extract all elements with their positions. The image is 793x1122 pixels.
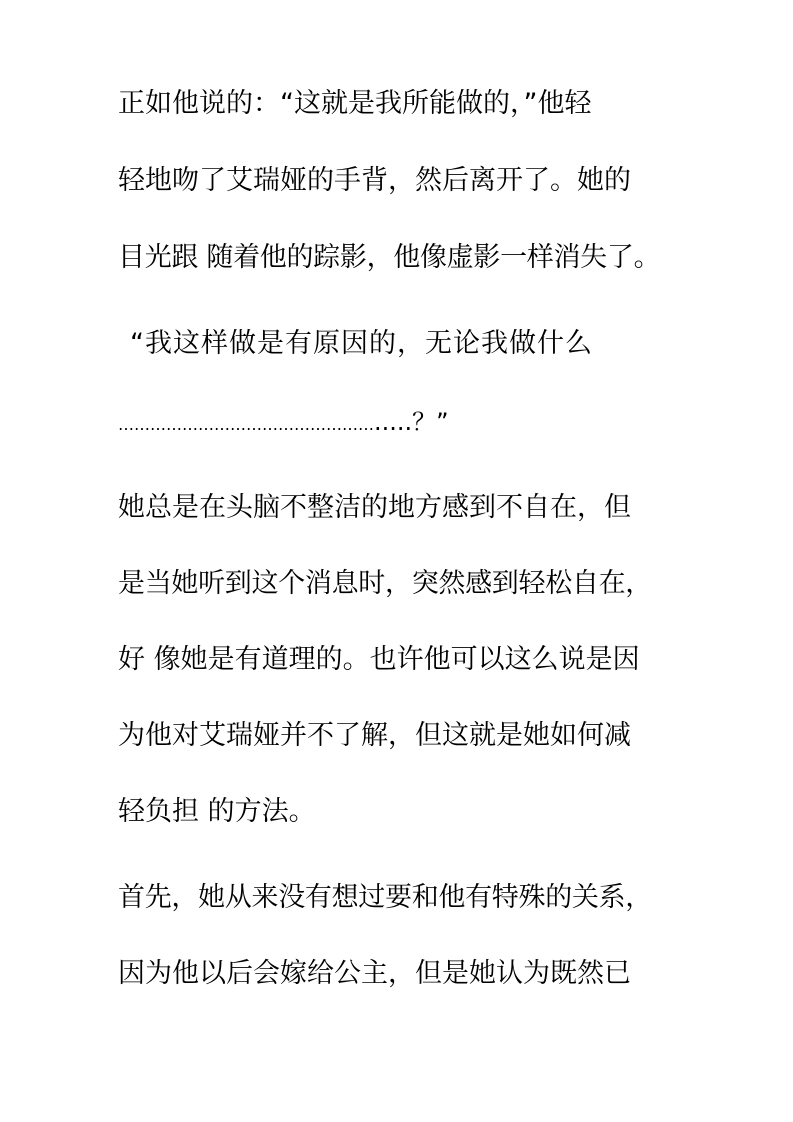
- text-line-7: 是当她听到这个消息时，突然感到轻松自在，: [118, 568, 652, 599]
- text-line-6: 她总是在头脑不整洁的地方感到不自在，但: [118, 492, 631, 523]
- text-line-10: 轻负担 的方法。: [118, 796, 316, 827]
- text-line-3: 目光跟 随着他的踪影，他像虚影一样消失了。: [118, 242, 661, 273]
- text-line-5: [118, 404, 449, 443]
- text-line-12: 因为他以后会嫁给公主，但是她认为既然已: [118, 958, 631, 989]
- text-line-11: 首先，她从来没有想过要和他有特殊的关系，: [118, 882, 652, 913]
- text-line-9: 为他对艾瑞娅并不了解，但这就是她如何减: [118, 720, 631, 751]
- text-line-1: 正如他说的：“这就是我所能做的，”他轻: [118, 88, 592, 119]
- text-line-8: 好 像她是有道理的。也许他可以这么说是因: [118, 644, 640, 675]
- ellipsis-dots: …………………………………………: [118, 415, 374, 434]
- text-line-2: 轻地吻了艾瑞娅的手背，然后离开了。她的: [118, 165, 631, 196]
- text-line-4: “我这样做是有原因的，无论我做什么: [130, 328, 593, 359]
- ellipsis-end: .....？”: [374, 408, 449, 436]
